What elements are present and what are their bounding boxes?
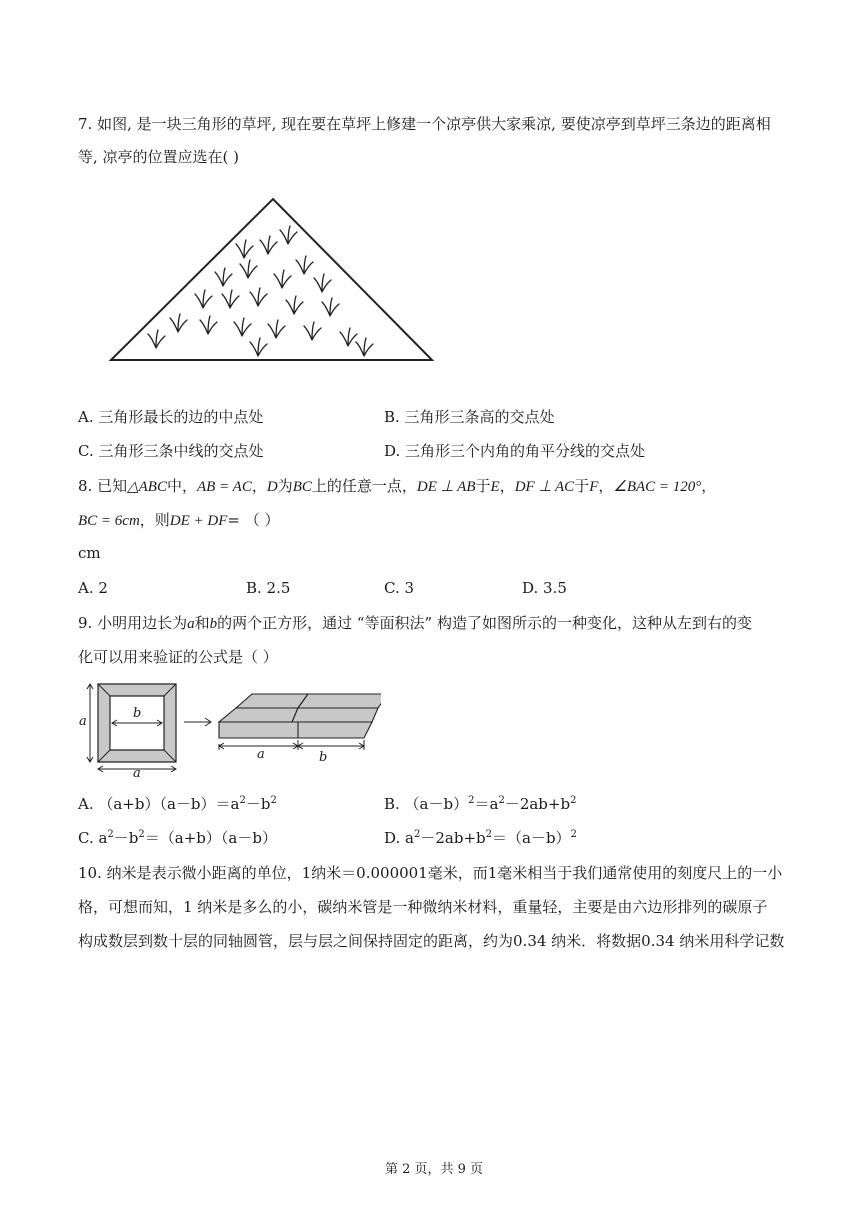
grass-tuft-icon	[148, 330, 165, 348]
grass-tuft-icon	[296, 256, 313, 274]
q9-option-b[interactable]: B. $(a-b)^2=a^2-2ab+b^2$	[384, 795, 577, 813]
q8-option-a[interactable]: A. 2	[78, 579, 108, 597]
grass-tuft-icon	[195, 290, 212, 308]
page-footer: 第 2 页，共 9 页	[384, 1162, 484, 1177]
grass-tuft-icon	[286, 296, 303, 314]
q9-line-1: 9. 小明用边长为a和b的两个正方形，通过 “等面积法” 构造了如图所示的一种变化，这种从左到右的变	[78, 614, 752, 632]
grass-tuft-icon	[356, 338, 373, 356]
q7-option-c[interactable]: C. 三角形三条中线的交点处	[78, 442, 264, 460]
grass-tuft-icon	[170, 314, 187, 332]
square-frame-to-parallelogram-figure	[76, 678, 381, 778]
q7-line-1: 7. 如图, 是一块三角形的草坪, 现在要在草坪上修建一个凉亭供大家乘凉, 要使凉亭到草坪三条边的距离相	[78, 115, 771, 133]
fig-label-b-right: b	[319, 750, 328, 765]
fig-label-a-right: a	[257, 747, 265, 762]
q7-line-2: 等, 凉亭的位置应选在( )	[78, 148, 240, 166]
q7-option-d[interactable]: D. 三角形三个内角的角平分线的交点处	[384, 442, 646, 460]
grass-tuft-icon	[322, 298, 339, 316]
grass-tuft-icon	[314, 274, 331, 292]
grass-tuft-icon	[304, 322, 321, 340]
q8-line-1: 8. 已知△ABC中，AB = AC，D为BC上的任意一点，DE ⊥ AB于E，DF ⊥ AC于F，∠BAC = 120°，	[78, 477, 717, 495]
q9-option-d[interactable]: D. $a^2-2ab+b^2=(a-b)^2$	[384, 829, 577, 847]
q8-option-d[interactable]: D. 3.5	[522, 579, 567, 597]
grass-tuft-icon	[236, 240, 253, 258]
grass-tuft-icon	[250, 338, 267, 356]
fig-label-b-inner: b	[133, 706, 142, 721]
grass-tuft-icon	[280, 226, 297, 244]
grass-tuft-icon	[222, 290, 239, 308]
grass-tuft-icon	[260, 236, 277, 254]
grass-tuft-icon	[340, 328, 357, 346]
q7-option-a[interactable]: A. 三角形最长的边的中点处	[78, 408, 264, 426]
grass-tuft-icon	[274, 270, 291, 288]
q8-line-2: BC = 6cm，则DE + DF= （ ）	[78, 511, 280, 529]
triangle-lawn-figure	[108, 196, 438, 372]
q8-line-3: cm	[78, 544, 101, 562]
grass-tuft-icon	[268, 320, 285, 338]
grass-tuft-icon	[234, 318, 251, 336]
q9-line-2: 化可以用来验证的公式是（ ）	[78, 648, 278, 666]
fig-label-a-bottom: a	[133, 766, 141, 781]
fig-label-a-left: a	[79, 714, 87, 729]
q10-line-2: 格，可想而知，1 纳米是多么的小，碳纳米管是一种微纳米材料，重量轻，主要是由六边形排列的碳原子	[78, 898, 768, 916]
grass-tuft-icon	[215, 268, 232, 286]
q8-option-c[interactable]: C. 3	[384, 579, 415, 597]
q10-line-1: 10. 纳米是表示微小距离的单位，1纳米＝0.000001毫米，而1毫米相当于我们通常使用的刻度尺上的一小	[78, 864, 783, 882]
q9-option-a[interactable]: A. $(a+b)(a-b)=a^2-b^2$	[78, 795, 277, 813]
grass-tuft-icon	[250, 288, 267, 306]
q7-option-b[interactable]: B. 三角形三条高的交点处	[384, 408, 555, 426]
q9-option-c[interactable]: C. $a^2-b^2=(a+b)(a-b)$	[78, 829, 277, 847]
grass-tuft-icon	[240, 260, 257, 278]
q10-line-3: 构成数层到数十层的同轴圆管，层与层之间保持固定的距离，约为0.34 纳米．将数据0.34 纳米用科学记数	[78, 932, 785, 950]
grass-tuft-icon	[200, 316, 217, 334]
q8-option-b[interactable]: B. 2.5	[246, 579, 291, 597]
